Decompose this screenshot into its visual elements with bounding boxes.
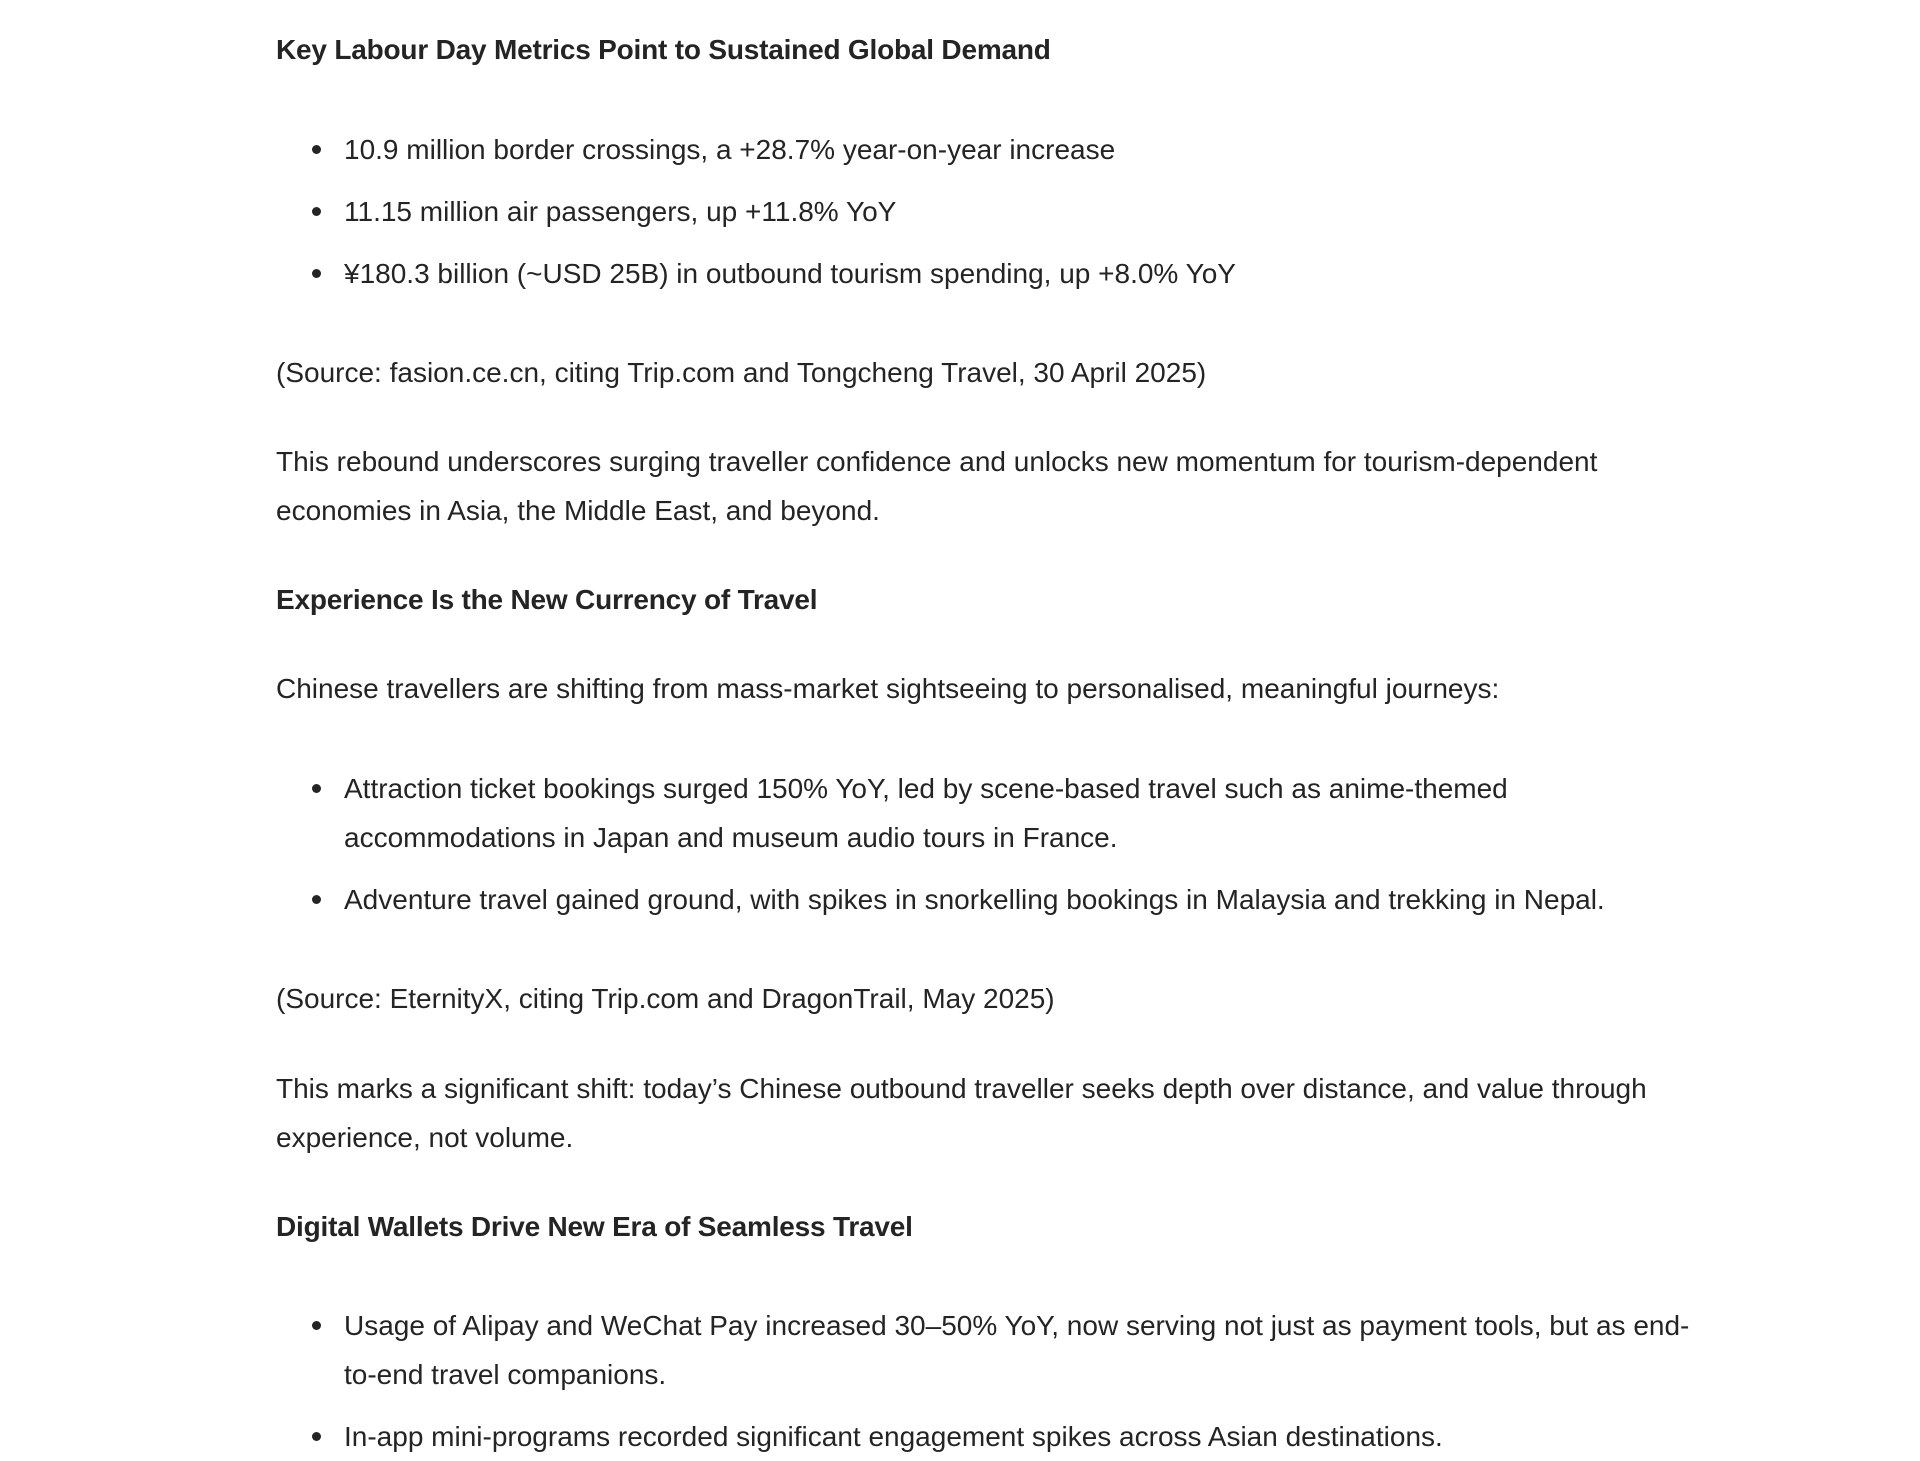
paragraph: This marks a significant shift: today’s Chinese outbound traveller seeks depth over distance, and value through experience, not volume. [276, 1073, 1647, 1153]
list-item: ¥180.3 billion (~USD 25B) in outbound tourism spending, up +8.0% YoY [344, 249, 1696, 298]
paragraph: This rebound underscores surging traveller confidence and unlocks new momentum for tourism-dependent economies in Asia, the Middle East, and beyond. [276, 446, 1598, 526]
list-item: In-app mini-programs recorded significant engagement spikes across Asian destinations. [344, 1412, 1696, 1461]
list-item: 11.15 million air passengers, up +11.8% YoY [344, 187, 1696, 236]
section-heading-metrics: Key Labour Day Metrics Point to Sustained Global Demand [276, 34, 1051, 65]
list-item: Attraction ticket bookings surged 150% YoY, led by scene-based travel such as anime-themed accommodations in Japan and museum audio tours in France. [344, 764, 1696, 862]
source-citation: (Source: EternityX, citing Trip.com and DragonTrail, May 2025) [276, 983, 1055, 1014]
list-item: Adventure travel gained ground, with spikes in snorkelling bookings in Malaysia and trekking in Nepal. [344, 875, 1696, 924]
list-item: 10.9 million border crossings, a +28.7% year-on-year increase [344, 125, 1696, 174]
list-item: Usage of Alipay and WeChat Pay increased 30–50% YoY, now serving not just as payment tools, but as end-to-end travel companions. [344, 1301, 1696, 1399]
section-heading-experience: Experience Is the New Currency of Travel [276, 584, 818, 615]
source-citation: (Source: fasion.ce.cn, citing Trip.com and Tongcheng Travel, 30 April 2025) [276, 357, 1207, 388]
section-heading-wallets: Digital Wallets Drive New Era of Seamless Travel [276, 1211, 913, 1242]
paragraph: Chinese travellers are shifting from mass-market sightseeing to personalised, meaningful journeys: [276, 673, 1500, 704]
